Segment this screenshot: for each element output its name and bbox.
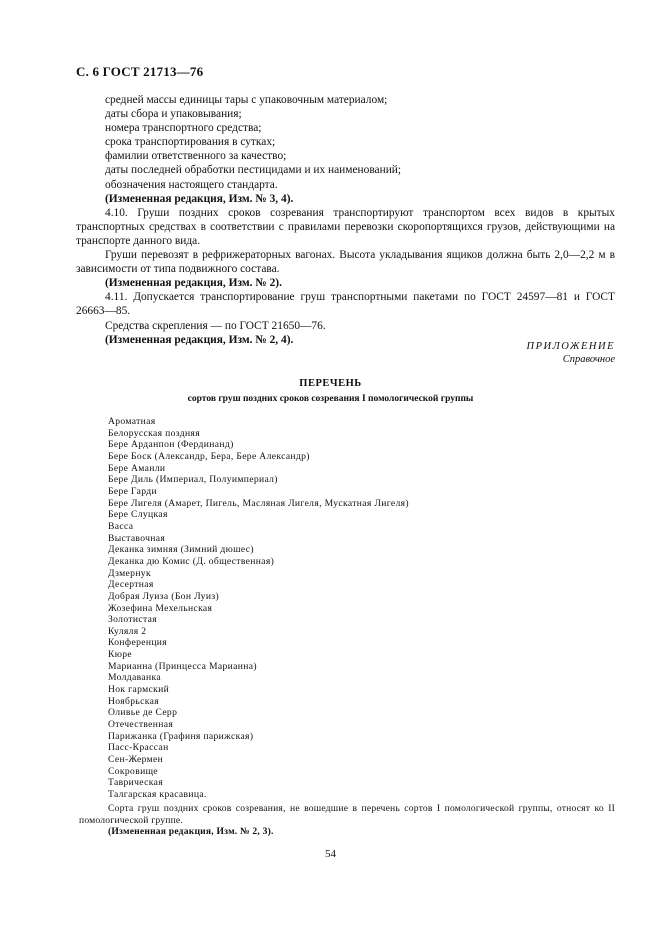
appendix-label — [527, 340, 616, 366]
edit-note-2: (Измененная редакция, Изм. № 2). — [105, 277, 282, 290]
variety-item: Золотистая — [108, 614, 157, 626]
variety-item: Молдаванка — [108, 672, 161, 684]
variety-item: Нок гармский — [108, 684, 170, 696]
marking-list — [105, 93, 615, 192]
variety-item: Пасс-Крассан — [108, 742, 169, 754]
variety-item: Десертная — [108, 579, 154, 591]
marking-list-item: средней массы единицы тары с упаковочным материалом; — [105, 94, 388, 106]
variety-item: Сокровище — [108, 765, 158, 777]
paragraph-4-11: 4.11. Допускается транспортирование груш транспортными пакетами по ГОСТ 24597—81 и ГОСТ 26663—85. — [76, 291, 615, 318]
variety-item: Отечественная — [108, 719, 174, 731]
variety-item: Бере Гарди — [108, 485, 157, 497]
variety-item: Ароматная — [108, 416, 156, 427]
variety-item: Бере Аманли — [108, 462, 166, 474]
edit-note-3: (Измененная редакция, Изм. № 2, 4). — [105, 333, 294, 346]
variety-item: Выставочная — [108, 532, 166, 544]
paragraph-fastening: Средства скрепления — по ГОСТ 21650—76. — [105, 319, 326, 332]
marking-list-item: даты последней обработки пестицидами и их наименований; — [105, 164, 402, 177]
appendix-subtitle: Справочное — [562, 354, 615, 365]
page-number: 54 — [325, 848, 336, 860]
variety-item: Парижанка (Графиня парижская) — [108, 730, 254, 742]
variety-item: Дзмернук — [108, 567, 151, 579]
paragraph-refrigerator: Груши перевозят в рефрижераторных вагонах. Высота укладывания ящиков должна быть 2,0—2,2 м в зависимости от типа подвижного состава. — [76, 249, 615, 276]
variety-item: Деканка дю Комис (Д. общественная) — [108, 555, 275, 567]
variety-item: Белорусская поздняя — [108, 427, 200, 439]
varieties-list — [108, 416, 409, 801]
variety-item: Жозефина Мехельнская — [108, 602, 213, 614]
variety-item: Талгарская красавица. — [108, 789, 207, 800]
list-footnote — [79, 803, 615, 838]
variety-item: Бере Боск (Александр, Бера, Бере Александр) — [108, 450, 310, 462]
list-subtitle: сортов груш поздних сроков созревания I помологической группы — [187, 394, 474, 404]
variety-item: Бере Слуцкая — [108, 509, 168, 521]
variety-item: Деканка зимняя (Зимний дюшес) — [108, 544, 254, 556]
variety-item: Бере Диль (Империал, Полуимпериал) — [108, 474, 278, 486]
marking-list-item: фамилии ответственного за качество; — [105, 150, 287, 163]
marking-list-item: даты сбора и упаковывания; — [105, 108, 242, 121]
appendix-title: ПРИЛОЖЕНИЕ — [526, 341, 615, 352]
marking-list-item: номера транспортного средства; — [105, 122, 262, 135]
edit-note-4: (Измененная редакция, Изм. № 2, 3). — [108, 826, 274, 838]
transport-section — [76, 93, 615, 347]
variety-item: Бере Лигеля (Амарет, Пигель, Масляная Лигеля, Мускатная Лигеля) — [108, 497, 409, 509]
note-paragraph: Сорта груш поздних сроков созревания, не вошедшие в перечень сортов I помологической группы, относят ко II помологической группе. — [79, 803, 615, 826]
variety-item: Добрая Луиза (Бон Луиз) — [108, 590, 219, 602]
variety-item: Бере Арданпон (Фердинанд) — [108, 439, 234, 451]
variety-item: Васса — [108, 520, 134, 532]
variety-item: Конференция — [108, 637, 168, 649]
page-header: С. 6 ГОСТ 21713—76 — [76, 64, 204, 79]
variety-item: Таврическая — [108, 777, 163, 789]
variety-item: Оливье де Серр — [108, 707, 178, 719]
variety-item: Марианна (Принцесса Марианна) — [108, 660, 257, 672]
variety-item: Куляля 2 — [108, 625, 147, 637]
list-title: ПЕРЕЧЕНЬ — [299, 378, 362, 389]
variety-item: Кюре — [108, 649, 133, 661]
variety-item: Ноябрьская — [108, 695, 159, 707]
marking-list-item: обозначения настоящего стандарта. — [105, 178, 278, 191]
variety-item: Сен-Жермен — [108, 754, 164, 766]
edit-note-1: (Измененная редакция, Изм. № 3, 4). — [105, 192, 294, 205]
marking-list-item: срока транспортирования в сутках; — [105, 136, 276, 149]
paragraph-4-10: 4.10. Груши поздних сроков созревания транспортируют транспортом всех видов в крытых транспортных средствах в соответствии с правилами перевозки скоропортящихся грузов, действующими на транспорте данного вида. — [76, 206, 615, 247]
